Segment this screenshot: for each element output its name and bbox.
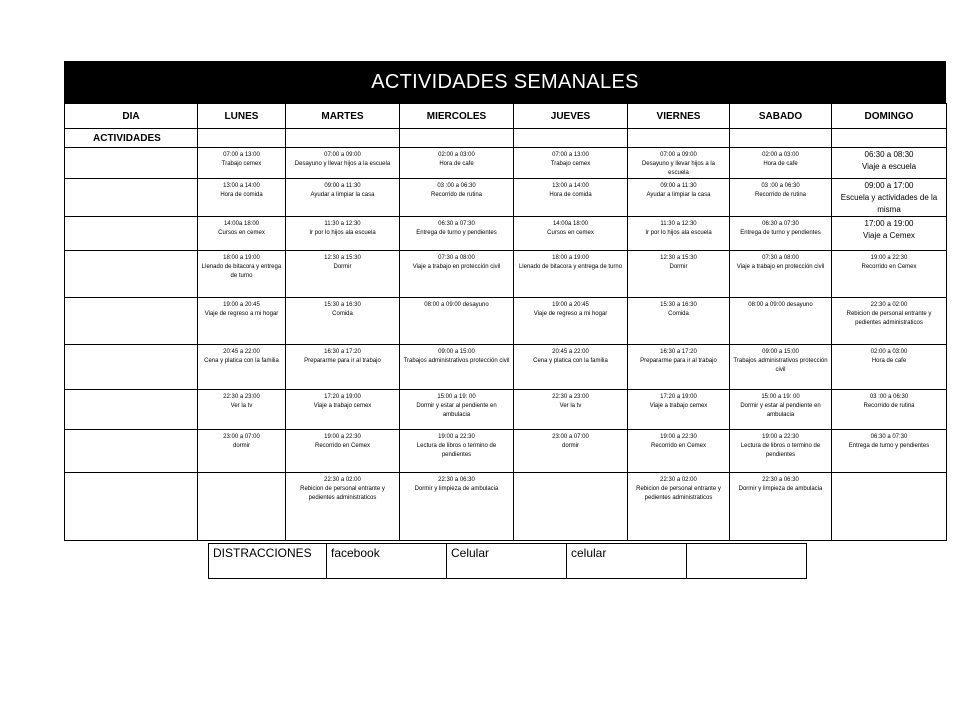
cell-sabado	[730, 217, 832, 251]
activity-time: 03 :00 a 06:30	[437, 183, 476, 189]
activity-time: 23:00 a 07:00	[223, 434, 260, 440]
schedule-row	[65, 345, 947, 390]
cell-lunes	[198, 148, 286, 179]
activity-time: 19:00 a 20:45	[552, 302, 589, 308]
activity-time: 11:30 a 12:30	[660, 221, 697, 227]
activity-description: Desayuno y llevar hijos a la escuela	[294, 161, 391, 167]
activity-time: 07:00 a 09:00	[324, 152, 361, 158]
cell-miercoles	[400, 251, 514, 298]
activity-description: Recorrido en Cemex	[650, 443, 707, 449]
activity-time: 16:30 a 17:20	[324, 349, 361, 355]
activity-time: 03 :00 a 06:30	[869, 394, 909, 400]
cell-miercoles	[400, 298, 514, 345]
activities-row	[65, 129, 947, 148]
activity-description: Recorrido en Cemex	[861, 264, 917, 270]
activity-description: Viaje de regreso a mi hogar	[204, 311, 279, 317]
distraction-item: Celular	[447, 544, 567, 579]
activity-description: Viaje a trabajo cemex	[649, 403, 708, 409]
activity-time: 13:00 a 14:00	[223, 183, 260, 189]
activity-description: Comida	[332, 311, 353, 317]
activity-time: 23:00 a 07:00	[552, 434, 589, 440]
activity-time	[517, 473, 624, 476]
cell-martes	[286, 217, 400, 251]
activity-description: Trabajos administrativos protección civil	[733, 358, 828, 373]
cell-sabado	[730, 148, 832, 179]
activity-description: Lectura de libros o termino de pendientes	[740, 443, 821, 458]
activity-time: 16:30 a 17:20	[660, 349, 697, 355]
cell-sabado	[730, 430, 832, 473]
activity-description: Ir por lo hijos ala escuela	[309, 230, 376, 236]
cell-domingo	[832, 298, 947, 345]
cell-domingo	[832, 148, 947, 179]
activity-description: Cursos en cemex	[218, 230, 265, 236]
header-viernes: VIERNES	[628, 104, 730, 129]
cell-viernes	[628, 390, 730, 430]
cell-viernes	[628, 179, 730, 217]
cell-domingo	[832, 345, 947, 390]
activity-time: 08:00 a 09:00 desayuno	[424, 302, 489, 308]
activity-time: 20:45 a 22:00	[223, 349, 260, 355]
activity-time: 13:00 a 14:00	[552, 183, 589, 189]
distractions-table	[208, 543, 807, 579]
activity-time: 19:00 a 22:30	[324, 434, 361, 440]
activity-description: Lectura de libros o termino de pendientes	[416, 443, 497, 458]
activity-description: Hora de comida	[549, 192, 592, 198]
row-label-cell	[65, 217, 198, 251]
distraction-item: facebook	[327, 544, 447, 579]
row-label-cell	[65, 179, 198, 217]
activity-time: 12:30 a 15:30	[660, 255, 697, 261]
schedule-row	[65, 251, 947, 298]
activity-description: Dormir y estar al pendiente en ambulacia	[416, 403, 497, 418]
cell-lunes	[198, 473, 286, 541]
activity-time: 09:00 a 11:30	[324, 183, 361, 189]
empty-cell	[832, 129, 947, 148]
cell-martes	[286, 179, 400, 217]
activity-time: 22:30 a 02:00	[870, 302, 908, 308]
cell-miercoles	[400, 473, 514, 541]
activity-time: 17:00 a 19:00	[864, 219, 914, 228]
activity-time: 07:00 a 13:00	[223, 152, 260, 158]
activity-time: 09:00 a 11:30	[660, 183, 697, 189]
cell-sabado	[730, 473, 832, 541]
activity-time: 07:30 a 08:00	[762, 255, 799, 261]
cell-lunes	[198, 345, 286, 390]
activity-description: Dormir	[333, 264, 352, 270]
cell-sabado	[730, 251, 832, 298]
activity-time: 15:00 a 19: 00	[437, 394, 476, 400]
cell-sabado	[730, 390, 832, 430]
activity-description: Trabajos administrativos protección civil	[403, 358, 510, 364]
activity-time: 07:00 a 13:00	[552, 152, 589, 158]
activity-description: Rebicion de personal entrante y pedientes administraticos	[846, 311, 932, 326]
cell-domingo	[832, 473, 947, 541]
activity-time: 11:30 a 12:30	[324, 221, 361, 227]
cell-martes	[286, 430, 400, 473]
activity-description: Cena y platica con la familia	[533, 358, 608, 364]
cell-martes	[286, 473, 400, 541]
cell-viernes	[628, 345, 730, 390]
distractions-row	[209, 544, 807, 579]
header-sabado: SABADO	[730, 104, 832, 129]
header-miercoles: MIERCOLES	[400, 104, 514, 129]
activity-time	[201, 473, 282, 476]
activity-description: dormir	[232, 443, 250, 449]
activity-description: Dormir y limpieza de ambulacia	[738, 486, 823, 492]
header-martes: MARTES	[286, 104, 400, 129]
activity-time: 18:00 a 19:00	[552, 255, 589, 261]
activity-description: Dormir	[669, 264, 688, 270]
activity-time: 22:30 a 23:00	[223, 394, 260, 400]
activity-time: 08:00 a 09:00 desayuno	[748, 302, 813, 308]
activity-description: Recorrido de rutina	[863, 403, 915, 409]
activity-time: 09:00 a 17:00	[864, 181, 914, 190]
activity-time: 17:20 a 19:00	[660, 394, 697, 400]
activity-description: Hora de cafe	[439, 161, 474, 167]
activity-time: 06:30 a 07:30	[762, 221, 799, 227]
cell-domingo	[832, 179, 947, 217]
activity-description: Recorrido en Cemex	[314, 443, 371, 449]
cell-miercoles	[400, 430, 514, 473]
activity-description: Desayuno y llevar hijos a la escuela	[641, 161, 716, 176]
activity-description: Cena y platica con la familia	[204, 358, 279, 364]
activity-time: 19:00 a 22:30	[762, 434, 799, 440]
cell-sabado	[730, 179, 832, 217]
activity-description: Rebicion de personal entrante y pedientes administraticos	[300, 486, 385, 501]
schedule-row	[65, 298, 947, 345]
activity-description: Entrega de turno y pendientes	[740, 230, 821, 236]
activity-description: Comida	[668, 311, 689, 317]
activity-time: 07:00 a 09:00	[660, 152, 697, 158]
cell-viernes	[628, 473, 730, 541]
cell-martes	[286, 298, 400, 345]
row-label-cell	[65, 430, 198, 473]
row-label-cell	[65, 390, 198, 430]
row-label-cell	[65, 473, 198, 541]
cell-jueves	[514, 430, 628, 473]
cell-viernes	[628, 251, 730, 298]
activity-description: Dormir y estar al pendiente en ambulacia	[740, 403, 821, 418]
weekly-schedule-table	[64, 103, 947, 541]
cell-jueves	[514, 473, 628, 541]
activity-time: 06:30 a 07:30	[438, 221, 475, 227]
cell-martes	[286, 148, 400, 179]
cell-martes	[286, 251, 400, 298]
distraction-item: celular	[567, 544, 687, 579]
empty-cell	[628, 129, 730, 148]
cell-domingo	[832, 390, 947, 430]
cell-viernes	[628, 217, 730, 251]
header-row	[65, 104, 947, 129]
cell-domingo	[832, 430, 947, 473]
cell-martes	[286, 390, 400, 430]
activity-description: Cursos en cemex	[547, 230, 594, 236]
cell-lunes	[198, 251, 286, 298]
activity-time: 22:30 a 06:30	[762, 477, 799, 483]
cell-sabado	[730, 345, 832, 390]
activity-time: 22:30 a 06:30	[438, 477, 475, 483]
cell-miercoles	[400, 390, 514, 430]
activity-time: 03 :00 a 06:30	[761, 183, 800, 189]
distractions-label: DISTRACCIONES	[209, 544, 327, 579]
cell-lunes	[198, 390, 286, 430]
activity-description: Dormir y limpieza de ambulacia	[414, 486, 499, 492]
cell-lunes	[198, 298, 286, 345]
schedule-row	[65, 217, 947, 251]
cell-lunes	[198, 179, 286, 217]
activity-description: Entrega de turno y pendientes	[848, 443, 930, 449]
activity-time: 20:45 a 22:00	[552, 349, 589, 355]
activity-description: Hora de cafe	[871, 358, 907, 364]
activity-description: Ver la tv	[559, 403, 582, 409]
row-label-cell	[65, 148, 198, 179]
activity-description: Trabajo cemex	[221, 161, 262, 167]
activity-time: 02:00 a 03:00	[438, 152, 475, 158]
cell-jueves	[514, 251, 628, 298]
activity-time: 15:30 a 16:30	[324, 302, 361, 308]
cell-jueves	[514, 148, 628, 179]
header-lunes: LUNES	[198, 104, 286, 129]
cell-viernes	[628, 430, 730, 473]
activity-description: Entrega de turno y pendientes	[416, 230, 497, 236]
activity-time: 17:20 a 19:00	[324, 394, 361, 400]
header-domingo: DOMINGO	[832, 104, 947, 129]
cell-domingo	[832, 251, 947, 298]
activity-description: Prepararme para ir al trabajo	[640, 358, 717, 364]
cell-jueves	[514, 179, 628, 217]
activity-time: 22:30 a 02:00	[660, 477, 697, 483]
activity-time: 15:00 a 19: 00	[761, 394, 800, 400]
activity-time: 02:00 a 03:00	[870, 349, 908, 355]
empty-cell	[514, 129, 628, 148]
header-dia: DIA	[65, 104, 198, 129]
activity-time: 14:00a 18:00	[223, 221, 260, 227]
activity-time: 02:00 a 03:00	[762, 152, 799, 158]
activity-description: Ayudar a limpiar la casa	[646, 192, 711, 198]
row-label-cell	[65, 251, 198, 298]
activity-time: 15:30 a 16:30	[660, 302, 697, 308]
activity-time	[835, 473, 943, 476]
activity-description: Hora de cafe	[763, 161, 798, 167]
cell-jueves	[514, 390, 628, 430]
cell-miercoles	[400, 148, 514, 179]
schedule-row	[65, 390, 947, 430]
cell-lunes	[198, 430, 286, 473]
cell-miercoles	[400, 345, 514, 390]
cell-martes	[286, 345, 400, 390]
cell-viernes	[628, 298, 730, 345]
activity-description: Viaje a trabajo en protección civil	[736, 264, 825, 270]
activity-time: 06:30 a 08:30	[864, 150, 914, 159]
activity-description: Rebicion de personal entrante y pedientes administraticos	[636, 486, 721, 501]
empty-cell	[198, 129, 286, 148]
cell-jueves	[514, 345, 628, 390]
activity-description: Recorrido de rutina	[430, 192, 483, 198]
activity-time: 18:00 a 19:00	[223, 255, 260, 261]
cell-domingo	[832, 217, 947, 251]
empty-cell	[730, 129, 832, 148]
schedule-row	[65, 179, 947, 217]
activity-time: 19:00 a 22:30	[438, 434, 475, 440]
cell-miercoles	[400, 217, 514, 251]
cell-jueves	[514, 298, 628, 345]
activity-time: 22:30 a 23:00	[552, 394, 589, 400]
row-label-cell	[65, 345, 198, 390]
activity-time: 07:30 a 08:00	[438, 255, 475, 261]
activity-time: 09:00 a 15:00	[762, 349, 799, 355]
page-title: ACTIVIDADES SEMANALES	[64, 61, 946, 103]
activity-time: 12:30 a 15:30	[324, 255, 361, 261]
row-label-cell	[65, 298, 198, 345]
cell-lunes	[198, 217, 286, 251]
cell-viernes	[628, 148, 730, 179]
activity-description: Llenado de bitacora y entrega de turno	[201, 264, 282, 279]
activity-time: 09:00 a 15:00	[438, 349, 475, 355]
schedule-row	[65, 473, 947, 541]
activity-time: 06:30 a 07:30	[870, 434, 908, 440]
activity-description: Llenado de bitacora y entrega de turno	[518, 264, 623, 270]
activity-description: Recorrido de rutina	[754, 192, 807, 198]
activity-time: 19:00 a 22:30	[660, 434, 697, 440]
empty-cell	[400, 129, 514, 148]
activity-description: Ir por lo hijos ala escuela	[645, 230, 712, 236]
distraction-item	[687, 544, 807, 579]
cell-jueves	[514, 217, 628, 251]
activity-description: Trabajo cemex	[550, 161, 591, 167]
empty-cell	[286, 129, 400, 148]
header-jueves: JUEVES	[514, 104, 628, 129]
activity-time: 14:00a 18:00	[552, 221, 589, 227]
activity-description: Viaje de regreso a mi hogar	[533, 311, 608, 317]
schedule-row	[65, 148, 947, 179]
activity-description: Hora de comida	[220, 192, 263, 198]
activity-description: Viaje a escuela	[861, 162, 917, 171]
activity-description: Escuela y actividades de la misma	[840, 193, 938, 214]
activity-description: Viaje a trabajo cemex	[313, 403, 372, 409]
activities-label: ACTIVIDADES	[65, 129, 198, 148]
activity-time: 22:30 a 02:00	[324, 477, 361, 483]
activity-description: Prepararme para ir al trabajo	[304, 358, 381, 364]
cell-miercoles	[400, 179, 514, 217]
activity-description: Viaje a Cemex	[863, 231, 915, 240]
schedule-row	[65, 430, 947, 473]
activity-description: Ayudar a limpiar la casa	[310, 192, 375, 198]
cell-sabado	[730, 298, 832, 345]
activity-description: dormir	[561, 443, 579, 449]
activity-description: Viaje a trabajo en protección civil	[412, 264, 501, 270]
activity-time: 19:00 a 22:30	[870, 255, 908, 261]
activity-time: 19:00 a 20:45	[223, 302, 260, 308]
activity-description: Ver la tv	[230, 403, 253, 409]
